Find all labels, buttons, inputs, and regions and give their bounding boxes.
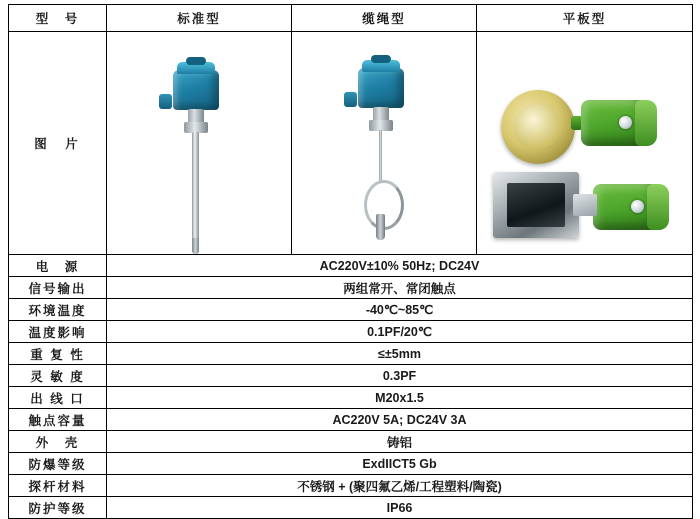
table-row [9,299,693,321]
table-row [9,475,693,497]
device-neck [373,107,389,121]
table-row [9,409,693,431]
spec-value-temp-effect: 0.1PF/20℃ [107,321,693,343]
device-cable-gland [344,92,357,107]
image-row-label: 图 片 [9,32,107,255]
device-indicator-eye-2 [631,200,644,213]
device-green-cap [635,100,657,146]
table-row [9,255,693,277]
cable-type-device [292,32,476,254]
header-column-cable: 缆绳型 [292,5,477,32]
table-row [9,365,693,387]
spec-label-signal-output: 信号输出 [9,277,107,299]
spec-value-protection-rating: IP66 [107,497,693,519]
spec-label-ambient-temp: 环境温度 [9,299,107,321]
spec-value-ex-rating: ExdIICT5 Gb [107,453,693,475]
device-head-housing [173,70,219,110]
spec-label-sensitivity: 灵 敏 度 [9,365,107,387]
spec-label-repeatability: 重 复 性 [9,343,107,365]
device-probe-tip [192,238,199,254]
spec-label-ex-rating: 防爆等级 [9,453,107,475]
flat-plate-type-device [477,32,692,254]
table-row [9,431,693,453]
header-column-flat: 平板型 [477,5,693,32]
spec-value-contact-capacity: AC220V 5A; DC24V 3A [107,409,693,431]
device-cable-weight [376,214,385,240]
device-probe-rod [192,132,199,240]
device-green-cap-2 [647,184,669,230]
table-row [9,321,693,343]
table-row [9,497,693,519]
spec-value-repeatability: ≤±5mm [107,343,693,365]
header-model-label: 型 号 [9,5,107,32]
table-row [9,387,693,409]
spec-value-probe-material: 不锈钢 + (聚四氟乙烯/工程塑料/陶瓷) [107,475,693,497]
spec-value-power: AC220V±10% 50Hz; DC24V [107,255,693,277]
device-square-flange [493,172,579,238]
spec-value-signal-output: 两组常开、常闭触点 [107,277,693,299]
spec-value-cable-entry: M20x1.5 [107,387,693,409]
cable-type-image-cell [292,32,477,255]
spec-label-protection-rating: 防护等级 [9,497,107,519]
spec-label-housing: 外 壳 [9,431,107,453]
device-cable-gland [159,94,172,109]
device-indicator-eye [619,116,632,129]
table-header-row [9,5,693,32]
device-head-housing [358,68,404,108]
table-row [9,343,693,365]
device-suspension-cable [379,130,382,182]
spec-value-sensitivity: 0.3PF [107,365,693,387]
spec-value-ambient-temp: -40℃~85℃ [107,299,693,321]
spec-label-power: 电 源 [9,255,107,277]
spec-label-probe-material: 探杆材料 [9,475,107,497]
spec-label-temp-effect: 温度影响 [9,321,107,343]
specification-table [8,4,693,519]
standard-type-image-cell [107,32,292,255]
table-row [9,453,693,475]
device-neck [188,109,204,123]
spec-value-housing: 铸铝 [107,431,693,453]
device-flat-plate-disc [501,90,575,164]
flat-plate-type-image-cell [477,32,693,255]
spec-label-contact-capacity: 触点容量 [9,409,107,431]
table-image-row [9,32,693,255]
table-row [9,277,693,299]
spec-label-cable-entry: 出 线 口 [9,387,107,409]
header-column-standard: 标准型 [107,5,292,32]
standard-type-device [107,32,291,254]
device-plate-pad [573,194,597,216]
